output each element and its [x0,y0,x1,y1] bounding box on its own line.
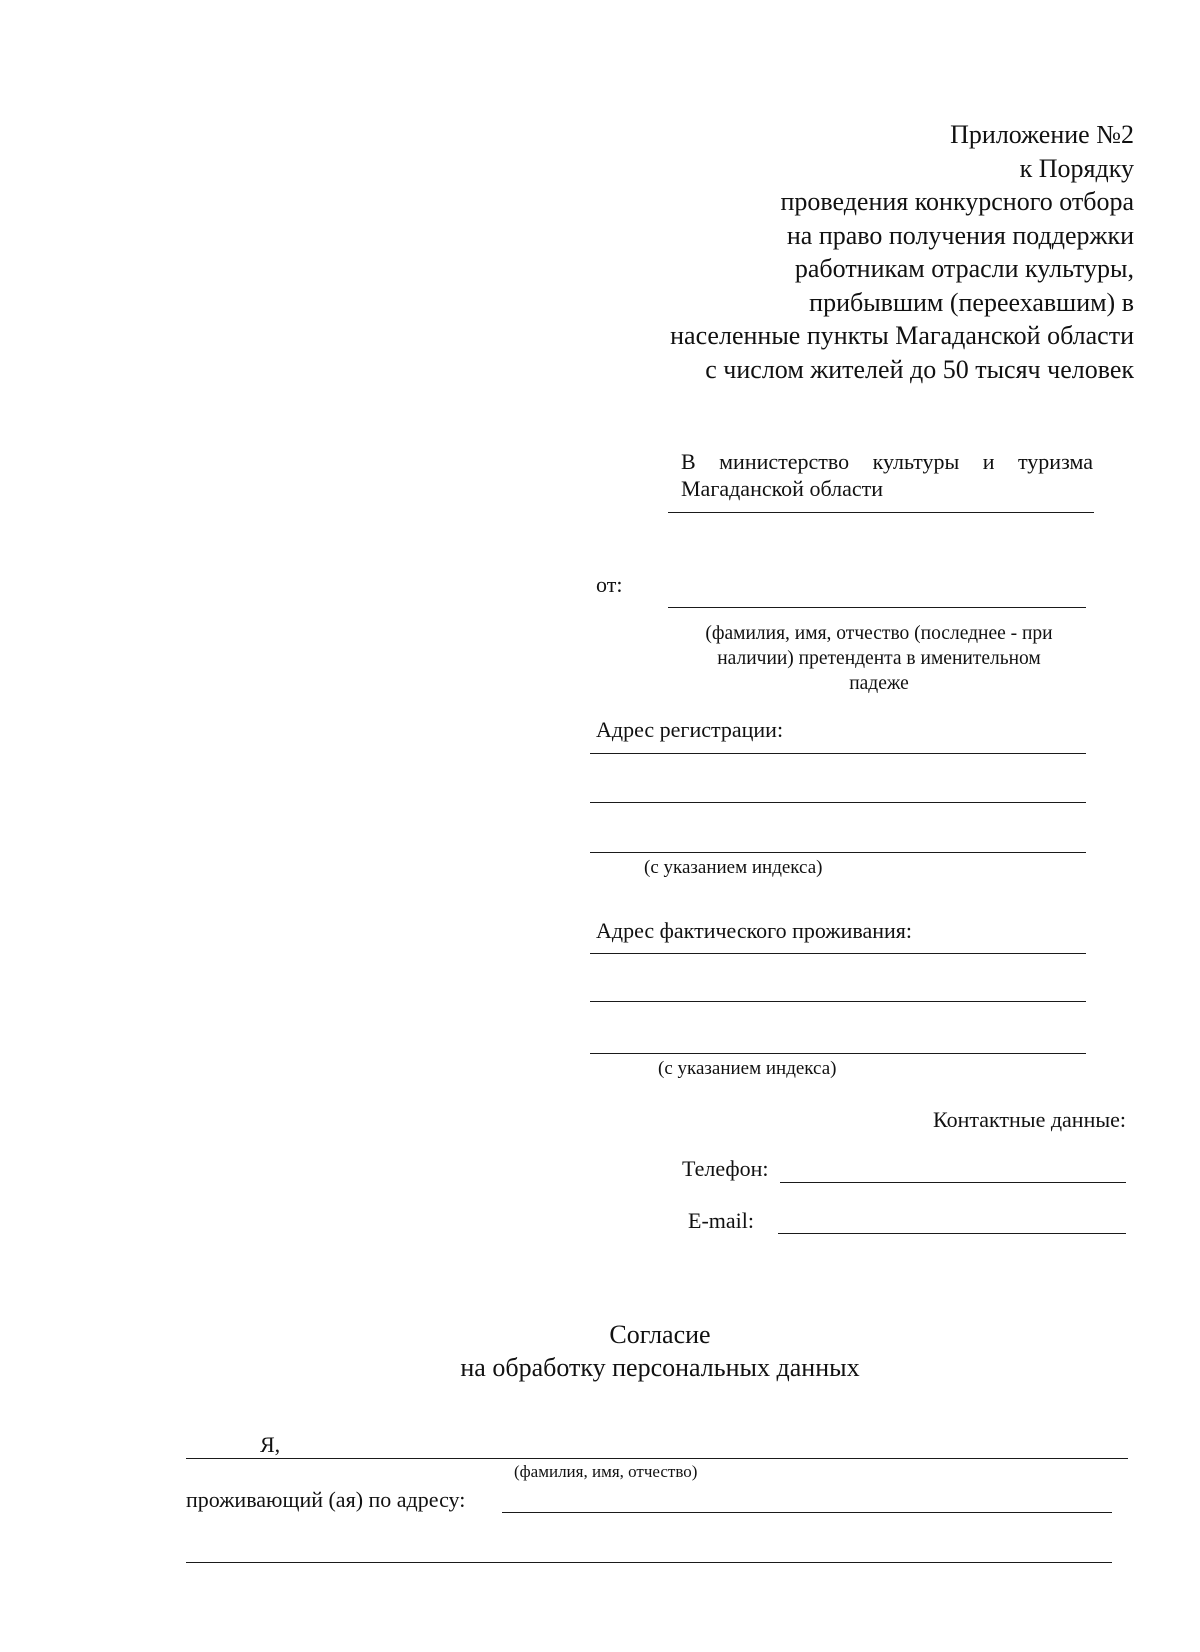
actual-address-label: Адрес фактического проживания: [596,918,912,943]
consent-title [300,1318,1020,1384]
consent-address-line-2[interactable] [186,1562,1112,1563]
actual-address-hint: (с указанием индекса) [658,1058,837,1079]
addressee-block [681,448,1093,502]
appendix-line: к Порядку [1019,153,1134,183]
contacts-label: Контактные данные: [933,1107,1126,1132]
registration-address-hint: (с указанием индекса) [644,857,823,878]
appendix-line: проведения конкурсного отбора [780,187,1134,216]
actual-address-line-3[interactable] [590,1053,1086,1054]
from-hint-line: падеже [849,673,909,694]
addressee-underline [668,512,1094,513]
consent-address-line-1[interactable] [502,1512,1112,1513]
appendix-line: на право получения поддержки [786,220,1134,250]
phone-field-line[interactable] [780,1182,1126,1183]
email-label: E-mail: [688,1208,754,1233]
registration-address-line-3[interactable] [590,852,1086,853]
consent-address-label: проживающий (ая) по адресу: [186,1487,466,1512]
addressee-line-1: В министерство культуры и туризма [681,449,1093,474]
registration-address-label: Адрес регистрации: [596,717,784,742]
from-label: от: [596,572,623,597]
appendix-title: Приложение №2 [950,120,1134,149]
actual-address-line-2[interactable] [590,1001,1086,1002]
appendix-line: населенные пункты Магаданской области [670,321,1134,350]
registration-address-line-1[interactable] [590,753,1086,754]
appendix-line: работникам отрасли культуры, [794,254,1134,283]
registration-address-line-2[interactable] [590,802,1086,803]
consent-name-hint: (фамилия, имя, отчество) [514,1462,698,1481]
actual-address-line-1[interactable] [590,953,1086,954]
appendix-line: прибывшим (переехавшим) в [809,287,1134,317]
consent-i-label: Я, [260,1432,281,1457]
consent-name-line[interactable] [186,1458,1128,1459]
from-hint [664,621,1094,696]
from-hint-line: (фамилия, имя, отчество (последнее - при [705,623,1053,644]
from-field-line[interactable] [668,607,1086,608]
appendix-header [574,118,1134,386]
consent-subheading: на обработку персональных данных [460,1353,860,1382]
appendix-line: с числом жителей до 50 тысяч человек [705,354,1134,384]
addressee-line-2: Магаданской области [681,476,883,501]
email-field-line[interactable] [778,1233,1126,1234]
phone-label: Телефон: [682,1156,769,1181]
consent-heading: Согласие [609,1320,711,1349]
from-hint-line: наличии) претендента в именительном [717,648,1041,669]
